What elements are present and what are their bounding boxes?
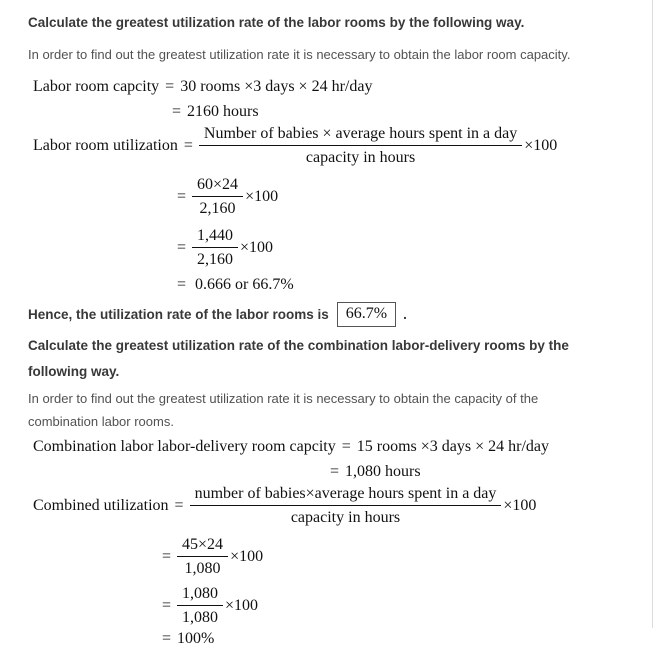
equation-label: Labor room capcity bbox=[33, 78, 160, 95]
labor-capacity-equation bbox=[33, 74, 662, 124]
fraction bbox=[177, 584, 223, 627]
equals-sign: = bbox=[177, 276, 187, 293]
conclusion-period: . bbox=[403, 306, 407, 322]
equation-label: Combination labor labor-delivery room capcity bbox=[33, 438, 336, 455]
equals-sign: = bbox=[162, 630, 172, 647]
equals-sign: = bbox=[341, 438, 351, 455]
utilization-step-1 bbox=[177, 175, 662, 218]
multiplier: ×100 bbox=[524, 137, 558, 154]
equals-sign: = bbox=[174, 497, 184, 514]
fraction-numerator: Number of babies × average hours spent in a day bbox=[199, 124, 522, 146]
fraction bbox=[199, 124, 522, 167]
equation-rhs: 2160 hours bbox=[187, 103, 259, 120]
fraction-numerator: 1,440 bbox=[192, 226, 238, 248]
fraction bbox=[190, 484, 502, 527]
equation-rhs: 1,080 hours bbox=[345, 463, 421, 480]
equation-rhs: 15 rooms ×3 days × 24 hr/day bbox=[356, 438, 549, 455]
combination-capacity-equation bbox=[33, 434, 662, 484]
fraction-denominator: 1,080 bbox=[184, 560, 221, 577]
capacity-equation-line2 bbox=[330, 459, 662, 484]
fraction-denominator: capacity in hours bbox=[305, 149, 416, 166]
capacity-equation-line1 bbox=[33, 434, 662, 459]
utilization-formula-line bbox=[33, 484, 662, 527]
fraction bbox=[192, 226, 238, 269]
fraction-denominator: capacity in hours bbox=[290, 509, 401, 526]
utilization-step-1 bbox=[162, 535, 662, 578]
capacity-equation-line2 bbox=[172, 99, 662, 124]
equation-label: Combined utilization bbox=[33, 497, 169, 514]
section2-intro bbox=[28, 387, 628, 433]
equals-sign: = bbox=[183, 137, 193, 154]
section1-conclusion bbox=[28, 302, 662, 327]
right-border-rule bbox=[652, 0, 653, 628]
utilization-step-2 bbox=[177, 226, 662, 269]
conclusion-text: Hence, the utilization rate of the labor rooms is bbox=[28, 306, 329, 322]
equals-sign: = bbox=[177, 188, 187, 205]
section2-heading-line2: following way. bbox=[28, 364, 120, 379]
result-value: 0.666 or 66.7% bbox=[195, 276, 294, 293]
equals-sign: = bbox=[177, 239, 187, 256]
multiplier: ×100 bbox=[225, 597, 259, 614]
equals-sign: = bbox=[162, 548, 172, 565]
section2-heading bbox=[28, 333, 628, 385]
fraction-denominator: 1,080 bbox=[182, 609, 219, 626]
multiplier: ×100 bbox=[230, 548, 264, 565]
utilization-step-2 bbox=[162, 584, 662, 627]
multiplier: ×100 bbox=[245, 188, 279, 205]
utilization-formula-line bbox=[33, 124, 662, 167]
equals-sign: = bbox=[172, 103, 182, 120]
result-value: 100% bbox=[177, 630, 215, 647]
multiplier: ×100 bbox=[240, 239, 274, 256]
equals-sign: = bbox=[162, 597, 172, 614]
capacity-equation-line1 bbox=[33, 74, 662, 99]
section2-intro-line2: combination labor rooms. bbox=[28, 414, 174, 429]
fraction-numerator: 1,080 bbox=[177, 584, 223, 606]
section2-heading-line1: Calculate the greatest utilization rate of the combination labor-delivery rooms by the bbox=[28, 338, 569, 353]
labor-utilization-equation bbox=[33, 124, 662, 296]
fraction bbox=[177, 535, 228, 578]
equals-sign: = bbox=[165, 78, 175, 95]
answer-box: 66.7% bbox=[337, 302, 396, 327]
fraction-denominator: 2,160 bbox=[197, 251, 234, 268]
fraction-numerator: 60×24 bbox=[192, 175, 243, 197]
section1-heading: Calculate the greatest utilization rate of the labor rooms by the following way. bbox=[28, 15, 525, 30]
section2-intro-line1: In order to find out the greatest utilization rate it is necessary to obtain the capacity of the bbox=[28, 391, 539, 406]
combined-utilization-equation bbox=[33, 484, 662, 649]
multiplier: ×100 bbox=[503, 497, 537, 514]
equals-sign: = bbox=[330, 463, 340, 480]
equation-label: Labor room utilization bbox=[33, 137, 178, 154]
utilization-result-line bbox=[177, 274, 662, 296]
fraction-denominator: 2,160 bbox=[199, 200, 236, 217]
fraction bbox=[192, 175, 243, 218]
fraction-numerator: number of babies×average hours spent in a day bbox=[190, 484, 502, 506]
utilization-result-line bbox=[162, 629, 662, 649]
section1-intro: In order to find out the greatest utilization rate it is necessary to obtain the labor room capacity. bbox=[28, 47, 571, 62]
fraction-numerator: 45×24 bbox=[177, 535, 228, 557]
equation-rhs: 30 rooms ×3 days × 24 hr/day bbox=[180, 78, 373, 95]
